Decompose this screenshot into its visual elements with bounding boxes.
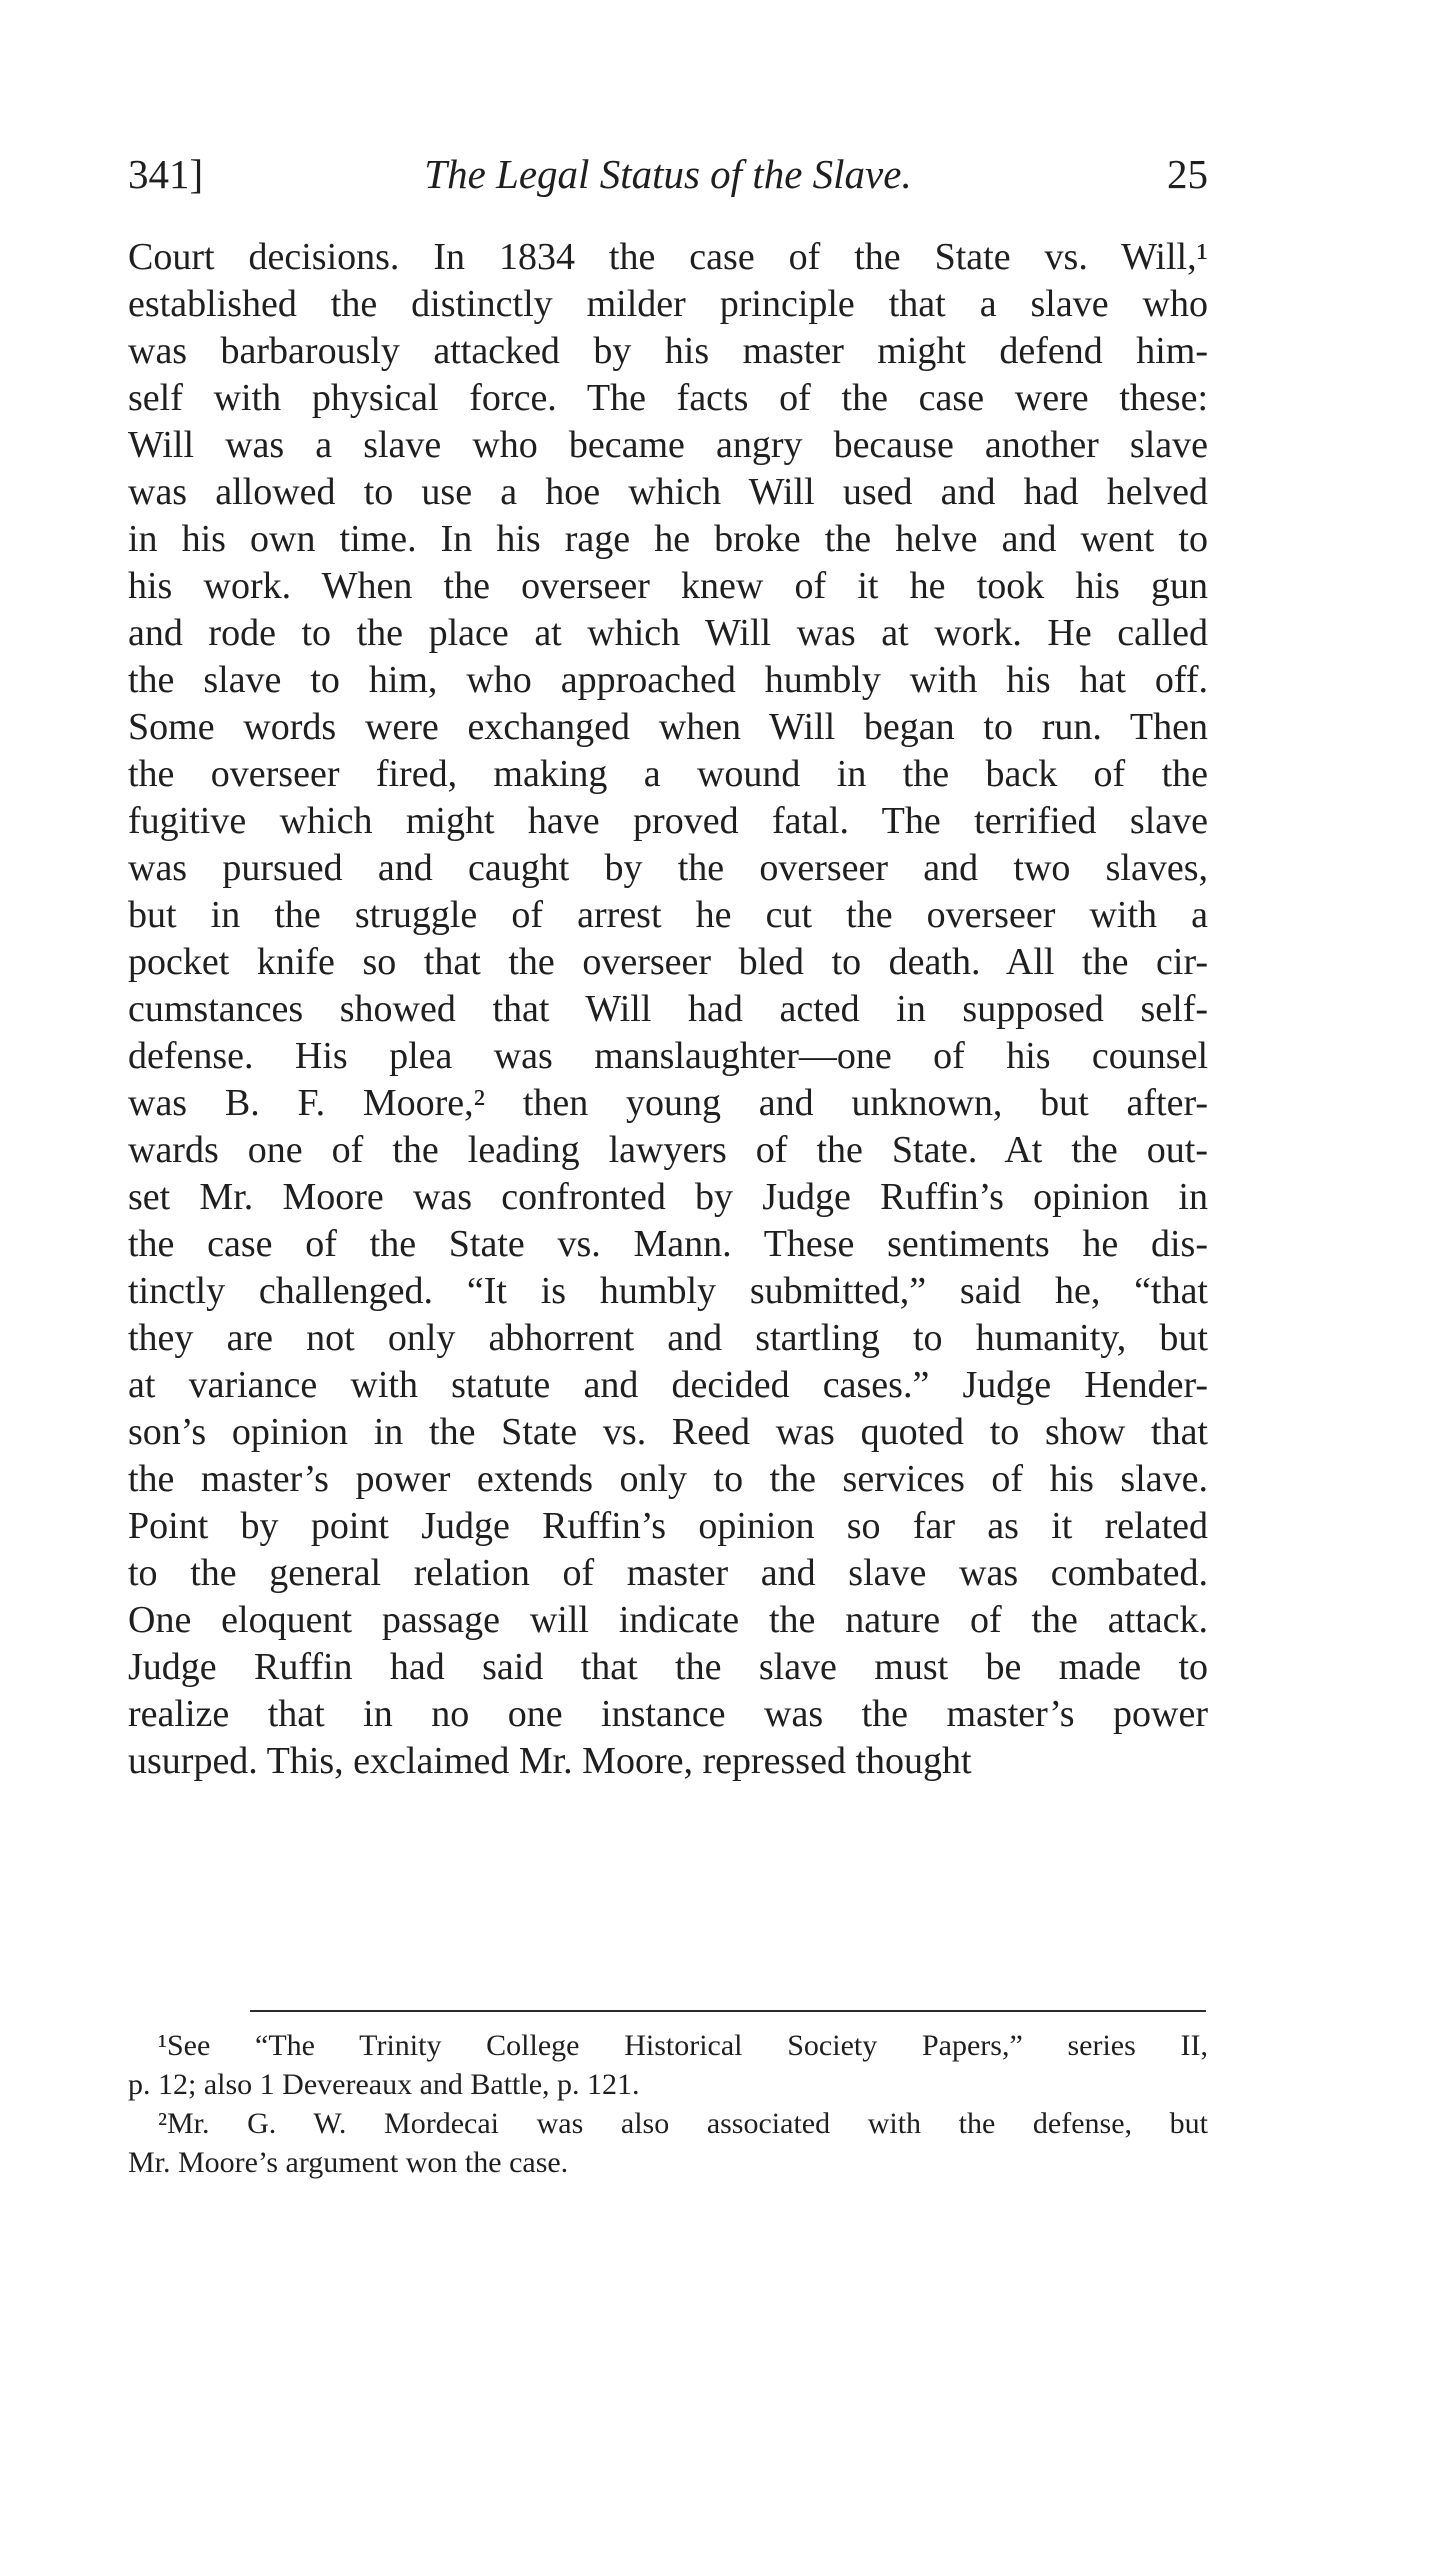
- text-line: realize that in no one instance was the master’s power: [128, 1693, 1208, 1735]
- text-line: usurped. This, exclaimed Mr. Moore, repressed thought: [128, 1740, 972, 1782]
- main-text: [128, 234, 1208, 1785]
- text-line: the case of the State vs. Mann. These sentiments he dis-: [128, 1223, 1208, 1265]
- text-line: was barbarously attacked by his master might defend him-: [128, 330, 1208, 372]
- footnote-1: ¹See “The Trinity College Historical Society Papers,” series II,: [158, 2029, 1208, 2062]
- text-line: pocket knife so that the overseer bled to death. All the cir-: [128, 941, 1208, 983]
- text-line: set Mr. Moore was confronted by Judge Ruffin’s opinion in: [128, 1176, 1208, 1218]
- text-line: and rode to the place at which Will was at work. He called: [128, 612, 1208, 654]
- text-line: Some words were exchanged when Will began to run. Then: [128, 706, 1208, 748]
- text-line: Will was a slave who became angry because another slave: [128, 424, 1208, 466]
- text-line: Judge Ruffin had said that the slave must be made to: [128, 1646, 1208, 1688]
- footnote-divider: [250, 2010, 1206, 2012]
- text-line: cumstances showed that Will had acted in supposed self-: [128, 988, 1208, 1030]
- text-line: established the distinctly milder principle that a slave who: [128, 283, 1208, 325]
- text-line: but in the struggle of arrest he cut the overseer with a: [128, 894, 1208, 936]
- text-line: at variance with statute and decided cases.” Judge Hender-: [128, 1364, 1208, 1406]
- footnote-2: ²Mr. G. W. Mordecai was also associated with the defense, but: [158, 2107, 1208, 2140]
- text-line: his work. When the overseer knew of it he took his gun: [128, 565, 1208, 607]
- text-line: was pursued and caught by the overseer and two slaves,: [128, 847, 1208, 889]
- text-line: the overseer fired, making a wound in the back of the: [128, 753, 1208, 795]
- footnote-2-continued: Mr. Moore’s argument won the case.: [128, 2146, 569, 2179]
- text-line: in his own time. In his rage he broke the helve and went to: [128, 518, 1208, 560]
- text-line: was allowed to use a hoe which Will used and had helved: [128, 471, 1208, 513]
- text-line: tinctly challenged. “It is humbly submitted,” said he, “that: [128, 1270, 1208, 1312]
- text-line: son’s opinion in the State vs. Reed was quoted to show that: [128, 1411, 1208, 1453]
- footnote-1-continued: p. 12; also 1 Devereaux and Battle, p. 121.: [128, 2068, 640, 2101]
- text-line: fugitive which might have proved fatal. The terrified slave: [128, 800, 1208, 842]
- footnotes: [128, 2026, 1208, 2182]
- running-header: [128, 150, 1208, 210]
- page-number: 25: [1167, 151, 1208, 197]
- text-line: wards one of the leading lawyers of the State. At the out-: [128, 1129, 1208, 1171]
- text-line: self with physical force. The facts of the case were these:: [128, 377, 1208, 419]
- text-line: to the general relation of master and slave was combated.: [128, 1552, 1208, 1594]
- text-line: was B. F. Moore,² then young and unknown, but after-: [128, 1082, 1208, 1124]
- text-line: Point by point Judge Ruffin’s opinion so far as it related: [128, 1505, 1208, 1547]
- header-page-reference: 341]: [128, 151, 204, 197]
- text-line: the master’s power extends only to the services of his slave.: [128, 1458, 1208, 1500]
- text-line: Court decisions. In 1834 the case of the State vs. Will,¹: [128, 236, 1208, 278]
- running-title: The Legal Status of the Slave.: [424, 151, 912, 197]
- text-line: One eloquent passage will indicate the nature of the attack.: [128, 1599, 1208, 1641]
- text-line: the slave to him, who approached humbly with his hat off.: [128, 659, 1208, 701]
- text-line: defense. His plea was manslaughter—one of his counsel: [128, 1035, 1208, 1077]
- text-line: they are not only abhorrent and startling to humanity, but: [128, 1317, 1208, 1359]
